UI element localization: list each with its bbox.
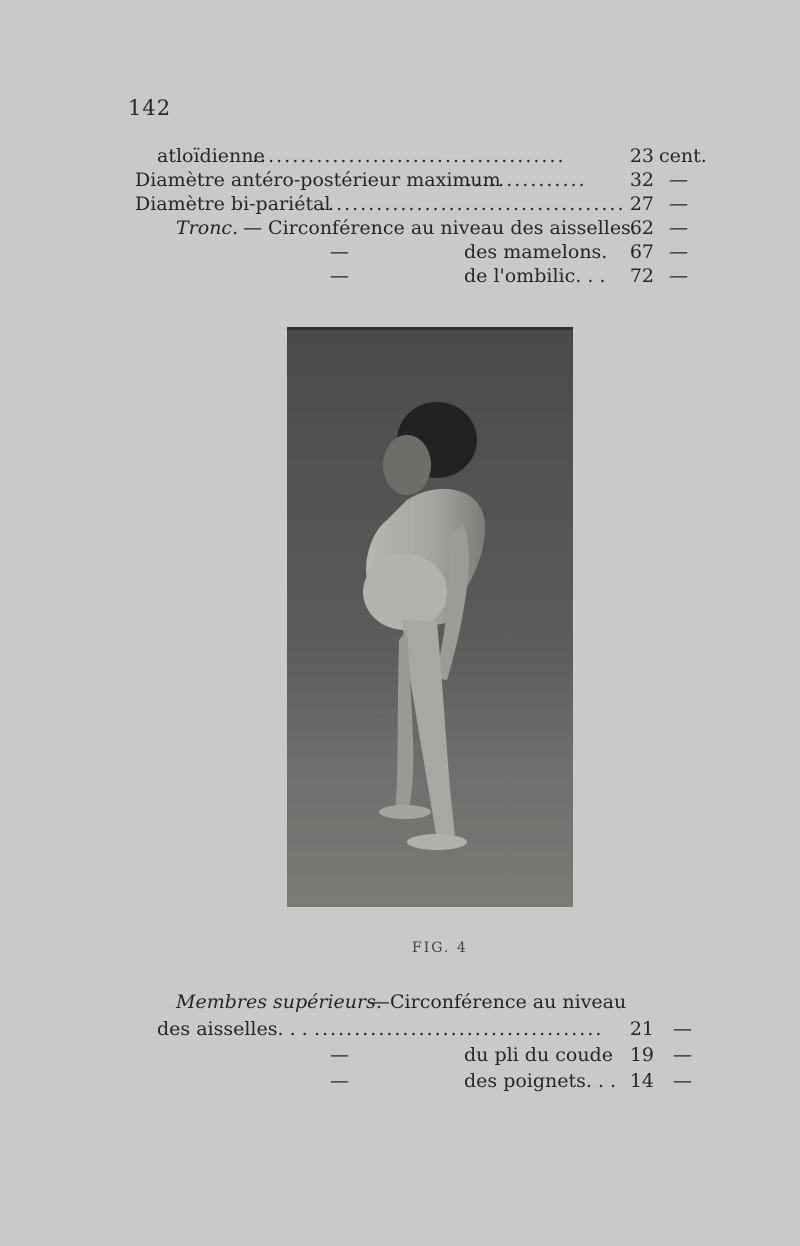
row-unit: — [669, 241, 688, 263]
row-label: atloïdienne [157, 145, 265, 167]
row-dash: — [330, 1044, 349, 1066]
table-row [0, 1042, 800, 1068]
heading-rest: —Circonférence au niveau [371, 991, 627, 1013]
row-leaders: ...................................... [320, 193, 626, 215]
figure-caption: FIG. 4 [412, 940, 468, 956]
row-value: 67 [629, 241, 654, 263]
table-row [0, 191, 800, 217]
row-label: des poignets. . . [464, 1070, 617, 1092]
row-unit: — [669, 169, 688, 191]
row-label: du pli du coude [464, 1044, 613, 1066]
row-label: des aisselles. . . [157, 1018, 308, 1040]
photograph-image [287, 330, 573, 907]
row-value: 19 [629, 1044, 654, 1066]
photograph-figure [287, 327, 573, 904]
table-row [0, 167, 800, 193]
row-value: 32 [629, 169, 654, 191]
row-value: 62 [629, 217, 654, 239]
table-row [0, 1068, 800, 1094]
row-dash: — [330, 1070, 349, 1092]
row-unit: — [669, 193, 688, 215]
row-label: Diamètre bi-pariétal [135, 193, 331, 215]
table-row [0, 263, 800, 289]
row-unit: cent. [659, 145, 707, 167]
row-dash: — [330, 241, 349, 263]
row-leaders: ............... [466, 169, 587, 191]
row-unit: — [669, 265, 688, 287]
row-leaders: .................................... [314, 1018, 604, 1040]
table-row [0, 1016, 800, 1042]
table-row [0, 239, 800, 265]
row-label: Diamètre antéro-postérieur maximum [135, 169, 501, 191]
row-unit: — [669, 217, 688, 239]
row-leaders: ....................................... [252, 145, 566, 167]
row-value: 27 [629, 193, 654, 215]
row-label: des mamelons. [464, 241, 608, 263]
row-unit: — [673, 1018, 692, 1040]
row-label-italic: Tronc. [176, 217, 239, 239]
table-row [0, 143, 800, 169]
row-unit: — [673, 1044, 692, 1066]
row-value: 21 [629, 1018, 654, 1040]
row-value: 14 [629, 1070, 654, 1092]
row-value: 23 [629, 145, 654, 167]
page-number: 142 [128, 96, 172, 120]
heading-italic: Membres supérieurs. [176, 991, 382, 1013]
row-label: de l'ombilic. . . [464, 265, 606, 287]
table-row [0, 215, 800, 241]
section-heading [0, 989, 800, 1015]
row-value: 72 [629, 265, 654, 287]
row-label: — Circonférence au niveau des aisselles. [243, 217, 637, 239]
row-dash: — [330, 265, 349, 287]
row-unit: — [673, 1070, 692, 1092]
